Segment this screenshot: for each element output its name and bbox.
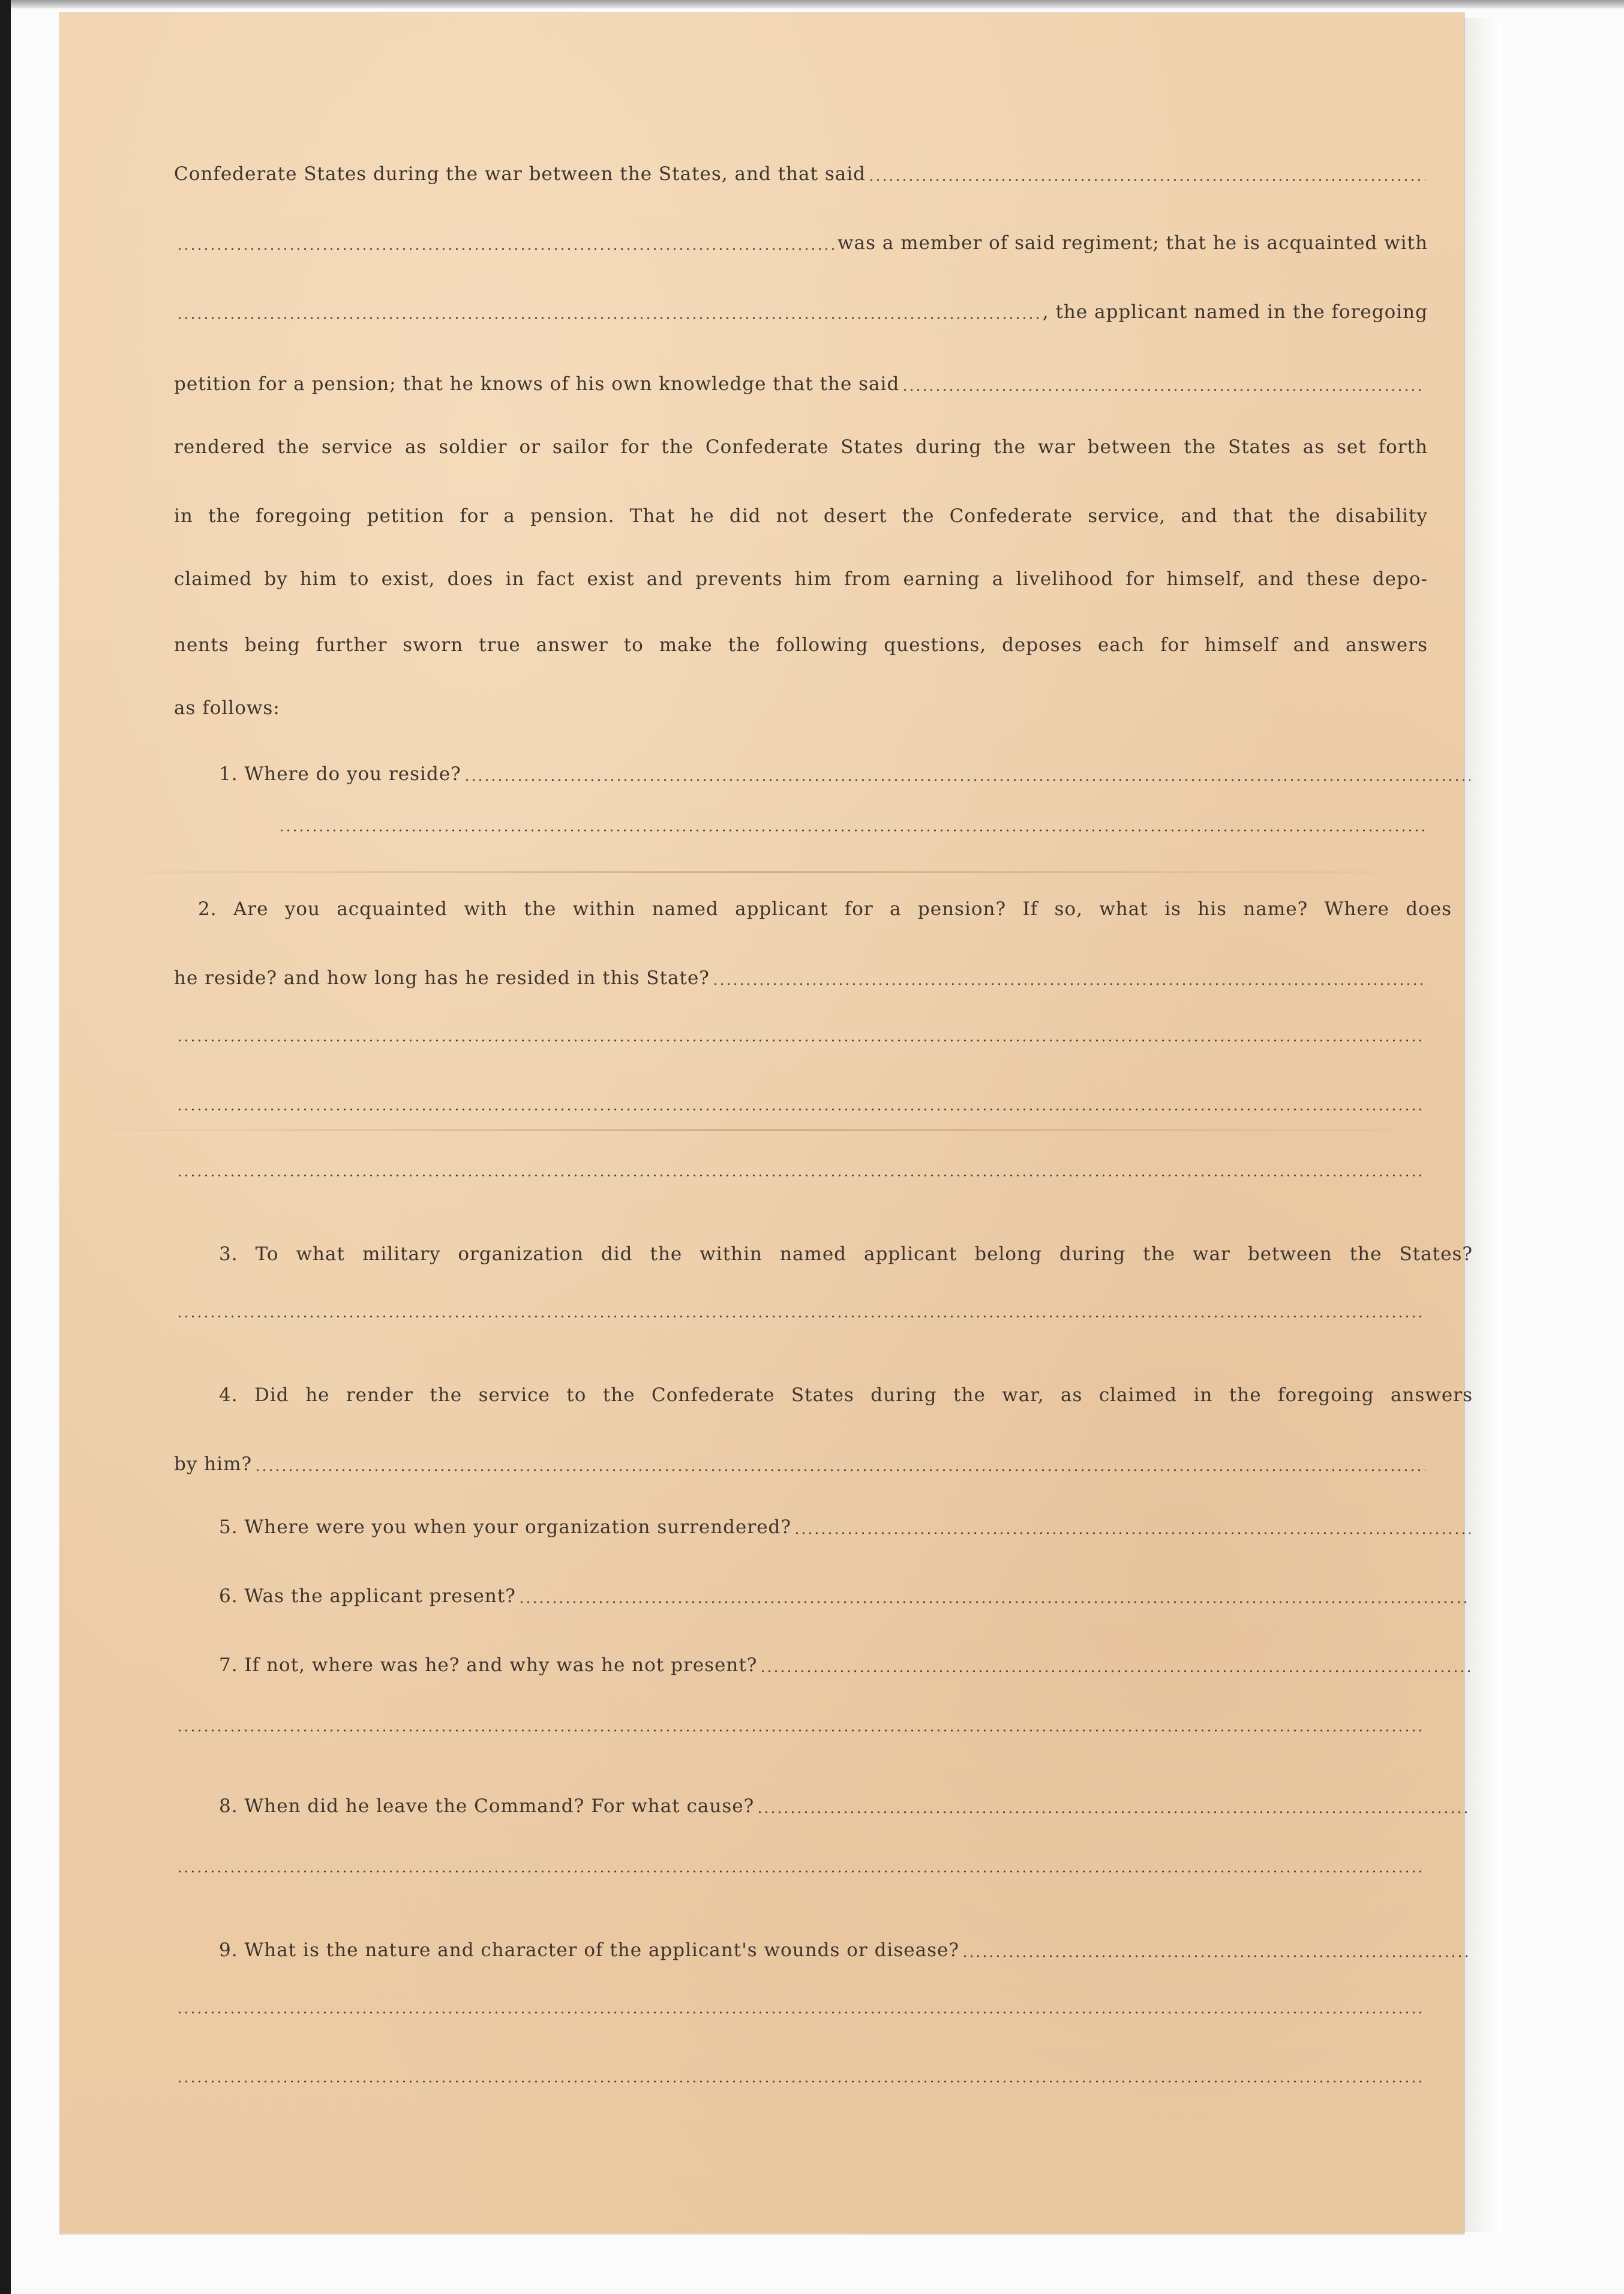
body-line	[174, 634, 1428, 656]
question-text: he reside? and how long has he resided in this State?	[174, 967, 710, 989]
body-line	[174, 163, 1428, 185]
answer-blank[interactable]	[176, 1039, 1425, 1042]
body-line	[174, 301, 1428, 323]
scanner-top-edge	[0, 0, 1624, 8]
question-4-continued	[174, 1453, 1428, 1475]
question-text: 2. Are you acquainted with the within named applicant for a pension? If so, what is his name? Where does	[198, 898, 1452, 920]
scanner-left-edge	[0, 0, 11, 2294]
answer-line	[174, 2080, 1428, 2086]
answer-line	[174, 1729, 1428, 1735]
answer-line	[174, 2011, 1428, 2017]
answer-blank[interactable]	[757, 1811, 1470, 1813]
body-line	[174, 436, 1428, 458]
answer-blank[interactable]	[176, 2080, 1425, 2083]
answer-line	[174, 1108, 1428, 1114]
question-text: 4. Did he render the service to the Confederate States during the war, as claimed in the foregoing answers	[219, 1384, 1473, 1406]
fill-in-blank[interactable]	[868, 179, 1425, 181]
answer-line	[174, 1039, 1428, 1045]
question-text: 6. Was the applicant present?	[219, 1585, 516, 1607]
answer-blank[interactable]	[176, 1315, 1425, 1318]
fill-in-blank[interactable]	[176, 317, 1040, 319]
question-7	[174, 1654, 1473, 1676]
body-text: Confederate States during the war between the States, and that said	[174, 163, 866, 185]
answer-line	[174, 1315, 1428, 1321]
fill-in-blank[interactable]	[902, 389, 1425, 391]
answer-blank[interactable]	[176, 1108, 1425, 1111]
question-text: 3. To what military organization did the within named applicant belong during the war between the States?	[219, 1243, 1473, 1265]
question-text: 1. Where do you reside?	[219, 763, 461, 785]
question-text: 7. If not, where was he? and why was he not present?	[219, 1654, 758, 1676]
pension-affidavit-sheet	[60, 13, 1473, 2233]
body-text: nents being further sworn true answer to make the following questions, deposes each for himself and answers	[174, 634, 1428, 656]
body-line	[174, 697, 1428, 719]
question-8	[174, 1795, 1473, 1817]
body-text: , the applicant named in the foregoing	[1042, 301, 1428, 323]
answer-blank[interactable]	[518, 1601, 1470, 1603]
body-line	[174, 373, 1428, 395]
answer-blank[interactable]	[962, 1955, 1470, 1957]
answer-blank[interactable]	[176, 1870, 1425, 1873]
body-text: petition for a pension; that he knows of his own knowledge that the said	[174, 373, 900, 395]
body-text: rendered the service as soldier or sailor for the Confederate States during the war between the States as set forth	[174, 436, 1428, 458]
answer-blank[interactable]	[254, 1469, 1425, 1471]
body-text: was a member of said regiment; that he is acquainted with	[837, 232, 1428, 254]
question-9	[174, 1939, 1473, 1961]
question-5	[174, 1516, 1473, 1538]
paper-fold	[60, 1129, 1464, 1131]
paper-fold	[60, 871, 1464, 873]
body-text: as follows:	[174, 697, 280, 719]
answer-line	[174, 1174, 1428, 1180]
fill-in-blank[interactable]	[176, 248, 835, 250]
answer-line	[174, 1870, 1428, 1876]
question-1	[174, 763, 1473, 785]
answer-blank[interactable]	[464, 779, 1470, 781]
question-text: 9. What is the nature and character of the applicant's wounds or disease?	[219, 1939, 959, 1961]
question-text: 5. Where were you when your organization surrendered?	[219, 1516, 791, 1538]
answer-blank[interactable]	[760, 1670, 1470, 1672]
question-4	[174, 1384, 1473, 1406]
question-6	[174, 1585, 1473, 1607]
question-2-continued	[174, 967, 1428, 989]
answer-blank[interactable]	[176, 1729, 1425, 1732]
answer-blank[interactable]	[278, 829, 1425, 832]
answer-line	[276, 829, 1428, 835]
question-text: by him?	[174, 1453, 253, 1475]
body-text: claimed by him to exist, does in fact exist and prevents him from earning a livelihood for himself, and these depo-	[174, 568, 1428, 590]
body-line	[174, 568, 1428, 590]
answer-blank[interactable]	[176, 1174, 1425, 1177]
answer-blank[interactable]	[794, 1532, 1470, 1534]
body-line	[174, 505, 1428, 527]
answer-blank[interactable]	[712, 983, 1425, 985]
body-line	[174, 232, 1428, 254]
question-3	[174, 1243, 1473, 1265]
answer-blank[interactable]	[176, 2011, 1425, 2014]
question-2	[174, 898, 1452, 920]
body-text: in the foregoing petition for a pension. That he did not desert the Confederate service, and that the disability	[174, 505, 1428, 527]
question-text: 8. When did he leave the Command? For what cause?	[219, 1795, 755, 1817]
